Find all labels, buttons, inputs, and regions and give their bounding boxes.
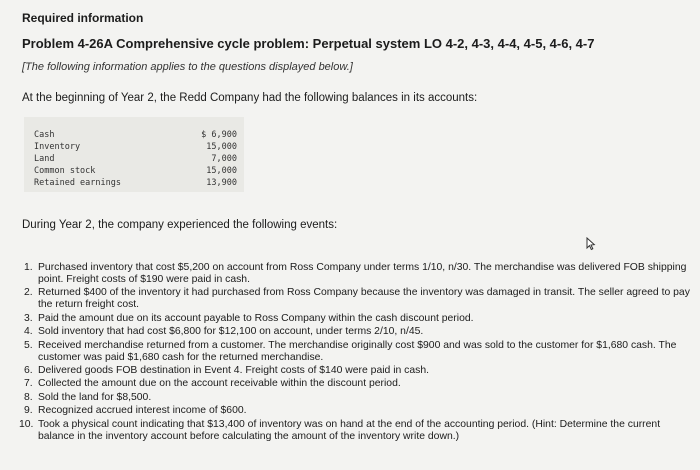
events-intro: During Year 2, the company experienced the following events: — [22, 219, 338, 231]
balance-amount: 15,000 — [206, 166, 237, 176]
event-text: Returned $400 of the inventory it had purchased from Ross Company because the inventory was damaged in transit. The seller agreed to pay the return freight cost. — [38, 287, 690, 311]
event-item — [0, 419, 700, 443]
problem-title: Problem 4-26A Comprehensive cycle problem: Perpetual system LO 4-2, 4-3, 4-4, 4-5, 4-6, 4-7 — [22, 36, 595, 51]
event-item — [0, 313, 700, 325]
event-number: 10. — [19, 418, 34, 430]
balance-amount: $ 6,900 — [201, 130, 237, 140]
applies-note: [The following information applies to the questions displayed below.] — [22, 61, 353, 73]
event-item — [0, 378, 700, 390]
event-text: Delivered goods FOB destination in Event 4. Freight costs of $140 were paid in cash. — [38, 364, 430, 376]
event-text: Paid the amount due on its account payable to Ross Company within the cash discount period. — [38, 312, 474, 324]
balance-account: Cash — [34, 130, 55, 140]
event-text: Sold the land for $8,500. — [38, 391, 152, 403]
balance-account: Inventory — [34, 142, 81, 152]
event-number: 1. — [24, 262, 33, 273]
balance-row — [34, 142, 237, 154]
balance-row — [34, 154, 237, 166]
balance-amount: 7,000 — [211, 154, 237, 164]
event-item — [0, 287, 700, 311]
event-number: 6. — [24, 364, 33, 376]
events-list — [0, 262, 700, 444]
balance-row — [34, 130, 237, 142]
balance-amount: 13,900 — [206, 178, 237, 188]
event-text: Recognized accrued interest income of $600. — [38, 405, 247, 417]
balance-row — [34, 178, 237, 190]
balance-account: Common stock — [34, 166, 96, 176]
event-number: 7. — [24, 378, 33, 390]
event-number: 8. — [24, 391, 33, 403]
required-information-heading: Required information — [22, 11, 144, 25]
event-text: Sold inventory that had cost $6,800 for $12,100 on account, under terms 2/10, n/45. — [38, 326, 424, 338]
account-balances-table — [24, 117, 244, 192]
event-item — [0, 365, 700, 377]
event-item — [0, 405, 700, 417]
balance-amount: 15,000 — [206, 142, 237, 152]
event-text: Purchased inventory that cost $5,200 on account from Ross Company under terms 1/10, n/30. The merchandise was delivered FOB shipping point. Freight costs of $190 were paid in cash. — [38, 262, 687, 285]
event-number: 9. — [24, 405, 33, 417]
event-number: 4. — [24, 326, 33, 338]
event-number: 2. — [24, 287, 33, 299]
balance-account: Land — [34, 154, 55, 164]
event-text: Received merchandise returned from a customer. The merchandise originally cost $900 and was sold to the customer for $1,680 cash. The customer was paid $1,680 cash for the returned merchandise. — [38, 339, 677, 363]
balance-row — [34, 166, 237, 178]
event-item — [0, 326, 700, 338]
event-number: 3. — [24, 312, 33, 324]
event-text: Took a physical count indicating that $13,400 of inventory was on hand at the end of the accounting period. (Hint: Determine the current balance in the inventory account before calculating the amount of the inventory write down.) — [38, 418, 661, 442]
event-item — [0, 392, 700, 404]
event-item — [0, 262, 700, 286]
event-item — [0, 340, 700, 364]
event-number: 5. — [24, 339, 33, 351]
balance-account: Retained earnings — [34, 178, 121, 188]
balances-intro: At the beginning of Year 2, the Redd Company had the following balances in its accounts: — [22, 92, 478, 104]
event-text: Collected the amount due on the account receivable within the discount period. — [38, 378, 401, 390]
mouse-pointer-icon — [583, 237, 597, 251]
